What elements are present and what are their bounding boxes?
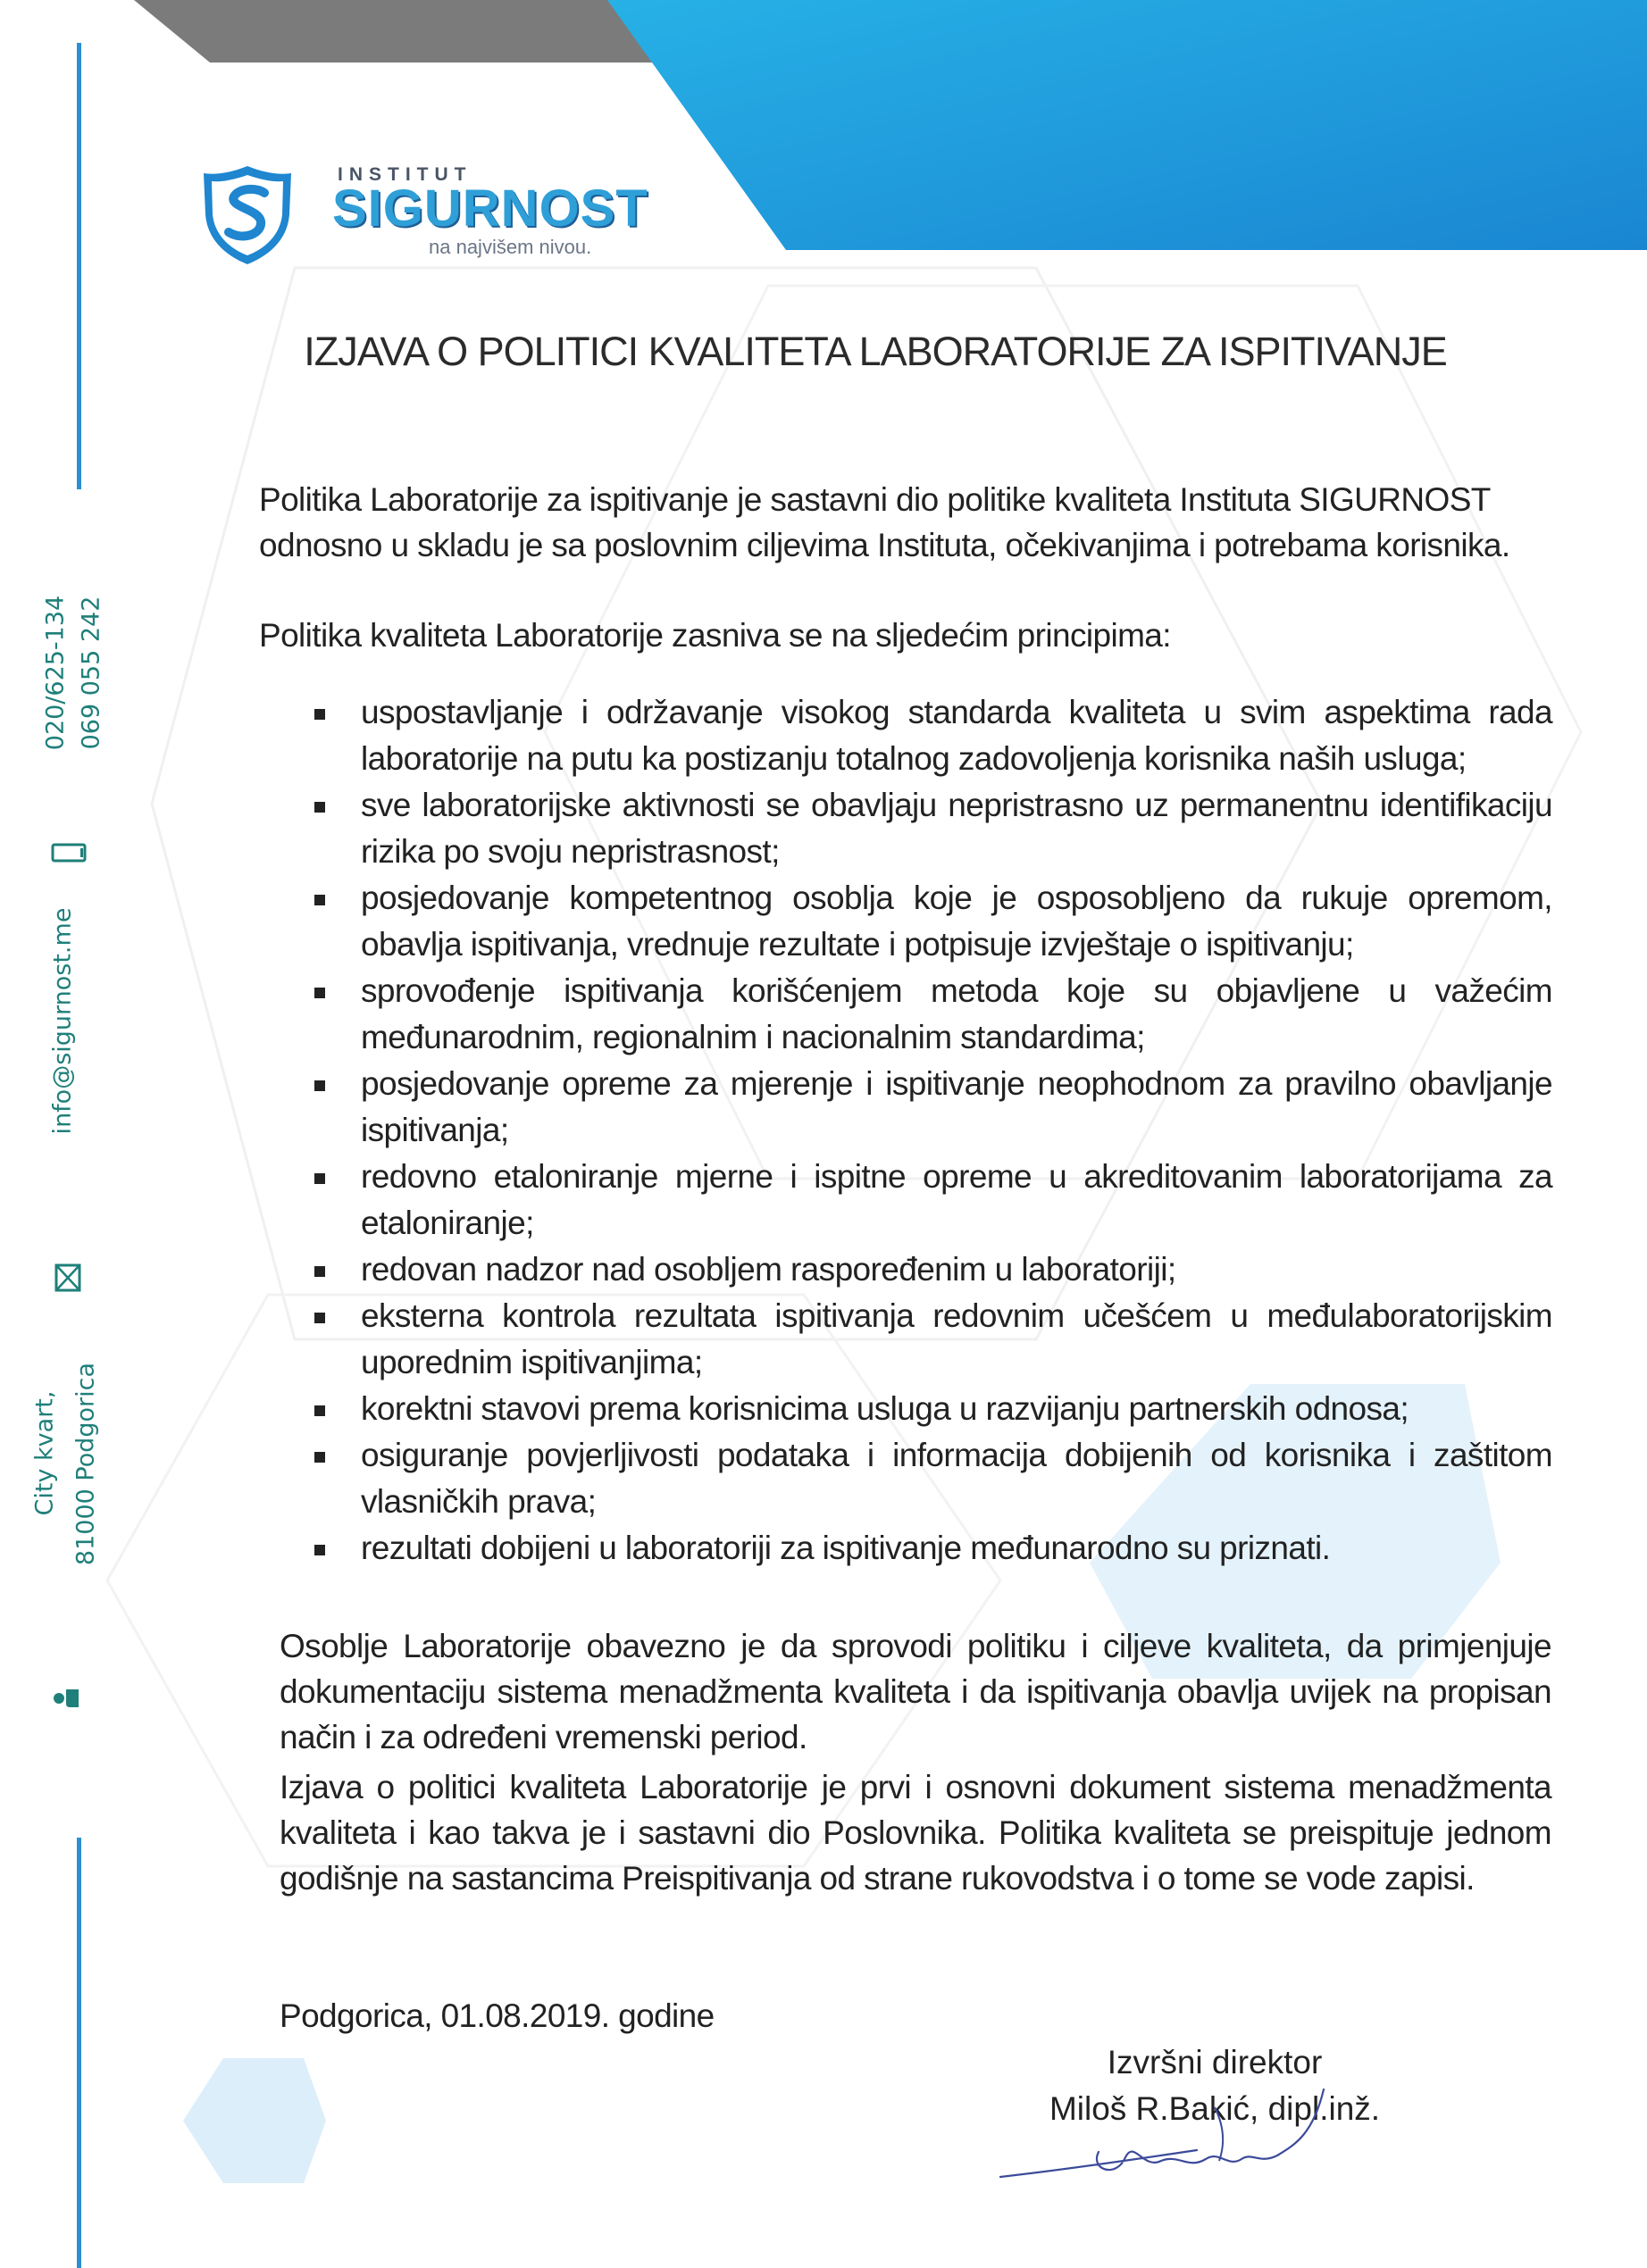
closing-paragraph-1: Osoblje Laboratorije obavezno je da sprovodi politiku i ciljeve kvaliteta, da primjenjuje dokumentaciju sistema menadžmenta kvaliteta i da ispitivanja obavlja uvijek na propisan način i za određeni vremenski period. [280,1628,1551,1755]
list-item: korektni stavovi prema korisnicima usluga u razvijanju partnerskih odnosa; [259,1386,1552,1432]
list-item: osiguranje povjerljivosti podataka i informacija dobijenih od korisnika i zaštitom vlasničkih prava; [259,1432,1552,1525]
document-title: IZJAVA O POLITICI KVALITETA LABORATORIJE ZA ISPITIVANJE [304,329,1447,374]
sidebar-address-line1: City kvart, [30,1390,59,1516]
brand-name: SIGURNOST [332,179,648,238]
list-item: posjedovanje kompetentnog osoblja koje je osposobljeno da rukuje opremom, obavlja ispitivanja, vrednuje rezultate i potpisuje izvještaje o ispitivanju; [259,875,1552,968]
place-date: Podgorica, 01.08.2019. godine [280,1997,715,2034]
list-item: sprovođenje ispitivanja korišćenjem metoda koje su objavljene u važećim međunarodnim, regionalnim i nacionalnim standardima; [259,968,1552,1061]
signatory-name: Miloš R.Bakić, dipl.inž. [1049,2090,1381,2127]
sidebar-address-line2: 81000 Podgorica [71,1362,100,1566]
mail-icon [54,1263,82,1293]
list-item: rezultati dobijeni u laboratoriji za ispitivanje međunarodno su priznati. [259,1525,1552,1572]
list-item: uspostavljanje i održavanje visokog standarda kvaliteta u svim aspektima rada laboratorije na putu ka postizanju totalnog zadovoljenja korisnika naših usluga; [259,689,1552,782]
list-item: eksterna kontrola rezultata ispitivanja redovnim učešćem u međulaboratorijskim uporednim ispitivanjima; [259,1293,1552,1386]
list-item: redovno etaloniranje mjerne i ispitne opreme u akreditovanim laboratorijama za etaloniranje; [259,1154,1552,1247]
principles-list [259,689,1552,1572]
sidebar-line-top [77,43,81,489]
location-icon [52,1684,84,1711]
phone-icon [51,843,88,864]
sidebar-email: info@sigurnost.me [48,907,77,1135]
sidebar-line-bottom [77,1838,81,2268]
sidebar-phone: 020/625-134 [41,595,70,751]
list-item: redovan nadzor nad osobljem raspoređenim u laboratoriji; [259,1247,1552,1293]
list-item: posjedovanje opreme za mjerenje i ispitivanje neophodnom za pravilno obavljanje ispitivanja; [259,1061,1552,1154]
brand-institute-label: INSTITUT [338,164,472,185]
handwritten-signature [991,2045,1367,2188]
list-item: sve laboratorijske aktivnosti se obavljaju nepristrasno uz permanentnu identifikaciju rizika po svoju nepristrasnost; [259,782,1552,875]
closing-paragraph-2: Izjava o politici kvaliteta Laboratorije je prvi i osnovni dokument sistema menadžmenta kvaliteta i kao takva je i sastavni dio Poslovnika. Politika kvaliteta se preispituje jednom godišnje na sastancima Preispitivanja od strane rukovodstva i o tome se vode zapisi. [280,1769,1551,1897]
brand-tagline: na najvišem nivou. [429,236,592,258]
sidebar-mobile: 069 055 242 [77,596,105,750]
signatory-role: Izvršni direktor [1107,2044,1323,2080]
intro-paragraph-1: Politika Laboratorije za ispitivanje je sastavni dio politike kvaliteta Instituta SIGURNOST odnosno u skladu je sa poslovnim ciljevima Instituta, očekivanjima i potrebama korisnika. [259,481,1510,563]
intro-paragraph-2: Politika kvaliteta Laboratorije zasniva se na sljedećim principima: [259,617,1171,654]
